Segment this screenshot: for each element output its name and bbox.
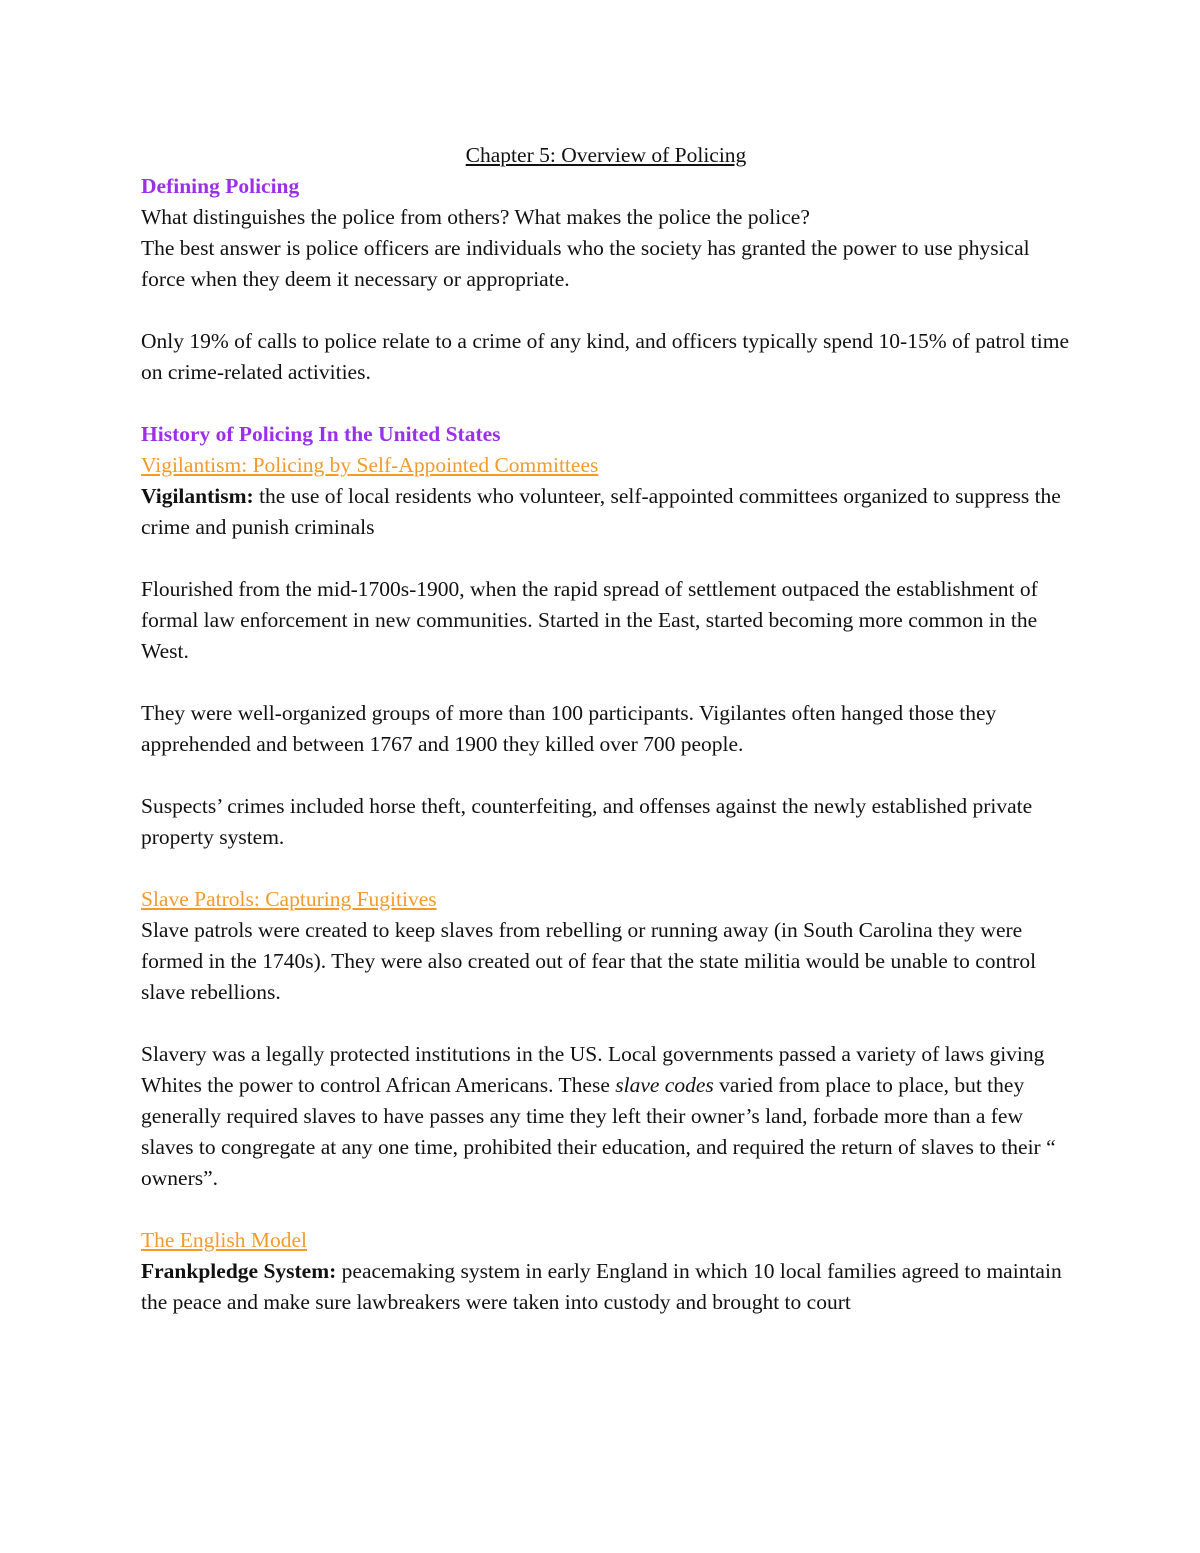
spacer (141, 543, 1071, 574)
term-frankpledge: Frankpledge System: (141, 1259, 337, 1283)
spacer (141, 388, 1071, 419)
slave-codes-text-before: Slavery was a legally protected institutions in the US. Local governments passed a variety of laws giving Whites the power to control African Americans. These (141, 1042, 1045, 1097)
paragraph-defining-question: What distinguishes the police from others? What makes the police the police? (141, 205, 810, 229)
section-heading-defining-policing: Defining Policing (141, 174, 300, 198)
page-title: Chapter 5: Overview of Policing (465, 143, 747, 167)
paragraph-frankpledge (141, 1256, 1071, 1318)
spacer (141, 1194, 1071, 1225)
slave-codes-italic: slave codes (615, 1073, 714, 1097)
spacer (141, 760, 1071, 791)
spacer (141, 667, 1071, 698)
subheading-vigilantism: Vigilantism: Policing by Self-Appointed Committees (141, 453, 599, 477)
paragraph-calls-statistic: Only 19% of calls to police relate to a crime of any kind, and officers typically spend 10-15% of patrol time on crime-related activities. (141, 329, 1070, 384)
subheading-english-model: The English Model (141, 1228, 308, 1252)
paragraph-slave-codes (141, 1039, 1071, 1194)
subheading-slave-patrols: Slave Patrols: Capturing Fugitives (141, 887, 437, 911)
slave-codes-text-after: varied from place to place, but they generally required slaves to have passes any time they left their owner’s land, forbade more than a few slaves to congregate at any one time, prohibited their education, and required the return of slaves to their “ owners”. (141, 1073, 1056, 1190)
section-heading-history: History of Policing In the United States (141, 422, 501, 446)
paragraph-slave-patrols-origin: Slave patrols were created to keep slaves from rebelling or running away (in South Carolina they were formed in the 1740s). They were also created out of fear that the state militia would be unable to control slave rebellions. (141, 918, 1037, 1004)
document-page (141, 140, 1071, 1318)
paragraph-vigilantism-definition (141, 481, 1071, 543)
paragraph-vigilantism-history: Flourished from the mid-1700s-1900, when the rapid spread of settlement outpaced the establishment of formal law enforcement in new communities. Started in the East, started becoming more common in the West. (141, 577, 1038, 663)
paragraph-vigilantism-groups: They were well-organized groups of more than 100 participants. Vigilantes often hanged those they apprehended and between 1767 and 1900 they killed over 700 people. (141, 701, 997, 756)
spacer (141, 1008, 1071, 1039)
paragraph-vigilantism-crimes: Suspects’ crimes included horse theft, counterfeiting, and offenses against the newly established private property system. (141, 794, 1033, 849)
definition-frankpledge: peacemaking system in early England in which 10 local families agreed to maintain the peace and make sure lawbreakers were taken into custody and brought to court (141, 1259, 1062, 1314)
paragraph-defining-answer: The best answer is police officers are individuals who the society has granted the power to use physical force when they deem it necessary or appropriate. (141, 236, 1030, 291)
term-vigilantism: Vigilantism: (141, 484, 254, 508)
spacer (141, 295, 1071, 326)
definition-vigilantism: the use of local residents who volunteer, self-appointed committees organized to suppress the crime and punish criminals (141, 484, 1061, 539)
spacer (141, 853, 1071, 884)
